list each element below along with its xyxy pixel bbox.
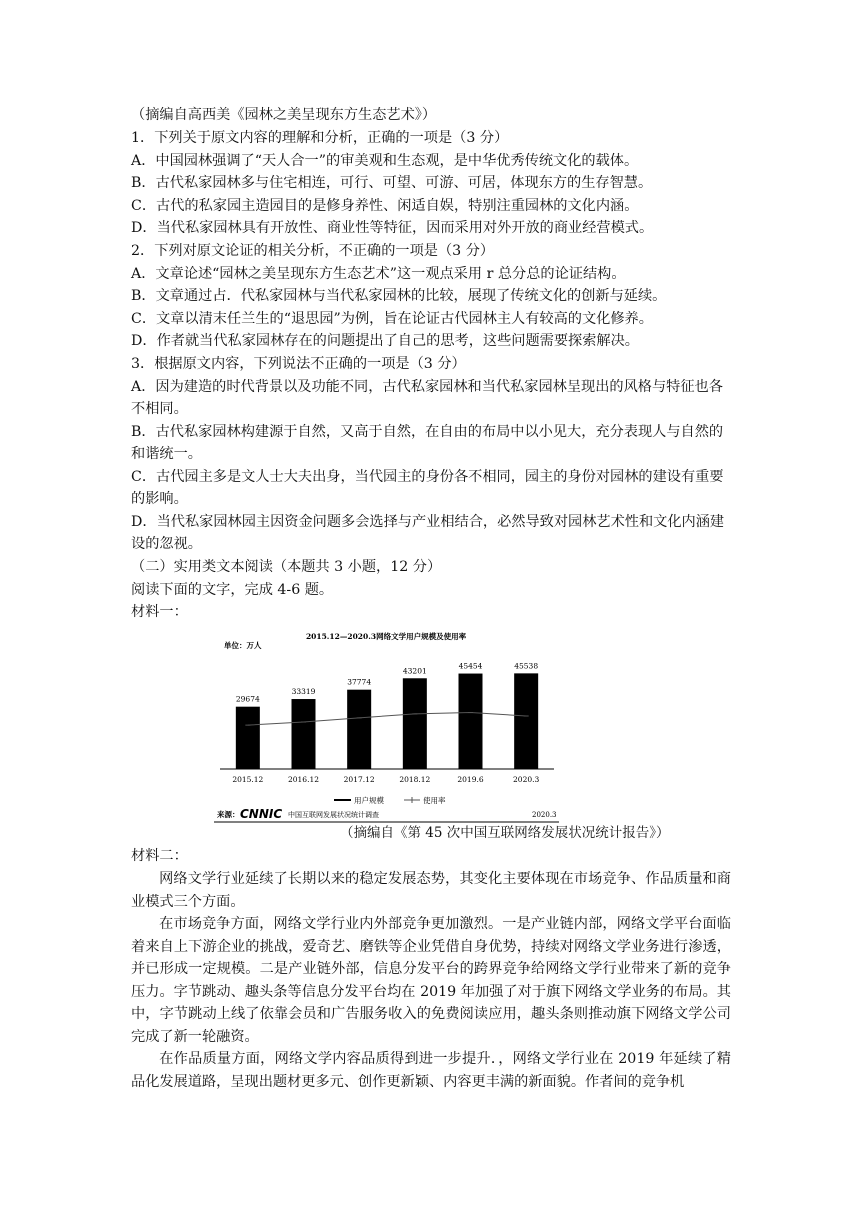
reading-instruction: 阅读下面的文字，完成 4-6 题。 — [131, 582, 334, 598]
paragraph-1 — [131, 868, 731, 913]
material-2-label: 材料二： — [131, 848, 188, 864]
data-label-2017.12: 37774 — [347, 677, 372, 687]
data-label-2019.6: 45454 — [458, 661, 483, 671]
chart-unit-label: 单位：万人 — [224, 641, 262, 650]
chart-title: 2015.12—2020.3网络文学用户规模及使用率 — [305, 632, 467, 641]
bar-2015.12 — [236, 707, 260, 769]
x-tick-label-2019.6: 2019.6 — [457, 775, 484, 784]
question-2: 2．下列对原文论证的相关分析，不正确的一项是（3 分） — [131, 243, 495, 259]
paragraph-2-text: 在市场竞争方面，网络文学行业内外部竞争更加激烈。一是产业链内部，网络文学平台面临着来自上下游企业的挑战，爱奇艺、磨铁等企业凭借自身优势，持续对网络文学业务进行渗透，并已形成一定规模。二是产业链外部，信息分发平台的跨界竞争给网络文学行业带来了新的竞争压力。字节跳动、趣头条等信息分发平台均在 2019 年加强了对于旗下网络文学业务的布局。其中，字节跳动上线了依靠会员和广告服务收入的免费阅读应用，趣头条则推动旗下网络文学公司完成了新一轮融资。 — [131, 916, 731, 1045]
source-prefix: 来源： — [217, 810, 240, 819]
source-date: 2020.3 — [532, 811, 557, 819]
x-tick-label-2017.12: 2017.12 — [343, 775, 375, 784]
data-label-2020.3: 45538 — [514, 661, 539, 671]
question-1-option-d: D．当代私家园林具有开放性、商业性等特征，因而采用对外开放的商业经营模式。 — [131, 220, 654, 236]
question-1-option-b: B．古代私家园林多与住宅相连，可行、可望、可游、可居，体现东方的生存智慧。 — [131, 175, 653, 191]
paragraph-2 — [131, 913, 731, 1048]
data-label-2018.12: 43201 — [402, 666, 427, 676]
source-text: 中国互联网发展状况统计调查 — [288, 811, 379, 819]
paragraph-1-text: 网络文学行业延续了长期以来的稳定发展态势，其变化主要体现在市场竞争、作品质量和商业模式三个方面。 — [131, 871, 731, 910]
paragraph-3 — [131, 1048, 731, 1093]
question-2-option-b: B．文章通过占．代私家园林与当代私家园林的比较，展现了传统文化的创新与延续。 — [131, 288, 667, 304]
question-2-option-c: C．文章以清末任兰生的“退思园”为例，旨在论证古代园林主人有较高的文化修养。 — [131, 311, 653, 327]
cnnic-logo: CNNIC — [240, 807, 283, 821]
material-1-label: 材料一： — [131, 604, 188, 620]
section-heading: （二）实用类文本阅读（本题共 3 小题，12 分） — [131, 559, 442, 575]
bar-2016.12 — [292, 699, 316, 769]
question-3-option-a: A．因为建造的时代背景以及功能不同，古代私家园林和当代私家园林呈现出的风格与特征也各不相同。 — [131, 379, 723, 417]
bar-chart — [214, 624, 559, 824]
bar-2017.12 — [347, 690, 371, 769]
chart-source-citation: （摘编自《第 45 次中国互联网络发展状况统计报告》） — [340, 825, 670, 841]
question-2-option-a: A．文章论述“园林之美呈现东方生态艺术”这一观点采用 r 总分总的论证结构。 — [131, 266, 626, 282]
question-2-option-d: D．作者就当代私家园林存在的问题提出了自己的思考，这些问题需要探索解决。 — [131, 333, 639, 349]
question-3-option-d: D．当代私家园林园主因资金问题多会选择与产业相结合，必然导致对园林艺术性和文化内涵建设的忽视。 — [131, 514, 725, 552]
question-3: 3．根据原文内容，下列说法不正确的一项是（3 分） — [131, 356, 466, 372]
data-label-2015.12: 29674 — [235, 694, 260, 704]
x-tick-label-2018.12: 2018.12 — [399, 775, 431, 784]
x-tick-label-2015.12: 2015.12 — [232, 775, 264, 784]
data-label-2016.12: 33319 — [291, 687, 316, 697]
paragraph-3-text: 在作品质量方面，网络文学内容品质得到进一步提升．，网络文学行业在 2019 年延续了精品化发展道路，呈现出题材更多元、创作更新颖、内容更丰满的新面貌。作者间的竞争机 — [131, 1051, 731, 1090]
question-3-option-c: C．古代园主多是文人士大夫出身，当代园主的身份各不相同，园主的身份对园林的建设有重要的影响。 — [131, 469, 724, 507]
series-line-usage-rate — [248, 713, 526, 726]
question-3-option-b: B．古代私家园林构建源于自然，又高于自然，在自由的布局中以小见大，充分表现人与自然的和谐统一。 — [131, 424, 724, 462]
bar-2019.6 — [459, 674, 483, 769]
question-1-option-a: A．中国园林强调了“天人合一”的审美观和生态观，是中华优秀传统文化的载体。 — [131, 153, 639, 169]
x-tick-label-2016.12: 2016.12 — [287, 775, 320, 784]
legend-label-usage-rate: 使用率 — [423, 796, 446, 805]
question-1: 1．下列关于原文内容的理解和分析，正确的一项是（3 分） — [131, 130, 509, 146]
bar-2018.12 — [403, 678, 427, 769]
legend-label-user-scale: 用户规模 — [354, 796, 384, 805]
question-1-option-c: C．古代的私家园主造园目的是修身养性、闲适自娱，特别注重园林的文化内涵。 — [131, 198, 639, 214]
bar-2020.3 — [514, 673, 538, 769]
source-citation-1: （摘编自高西美《园林之美呈现东方生态艺术》） — [131, 107, 437, 123]
x-tick-label-2020.3: 2020.3 — [513, 775, 540, 784]
